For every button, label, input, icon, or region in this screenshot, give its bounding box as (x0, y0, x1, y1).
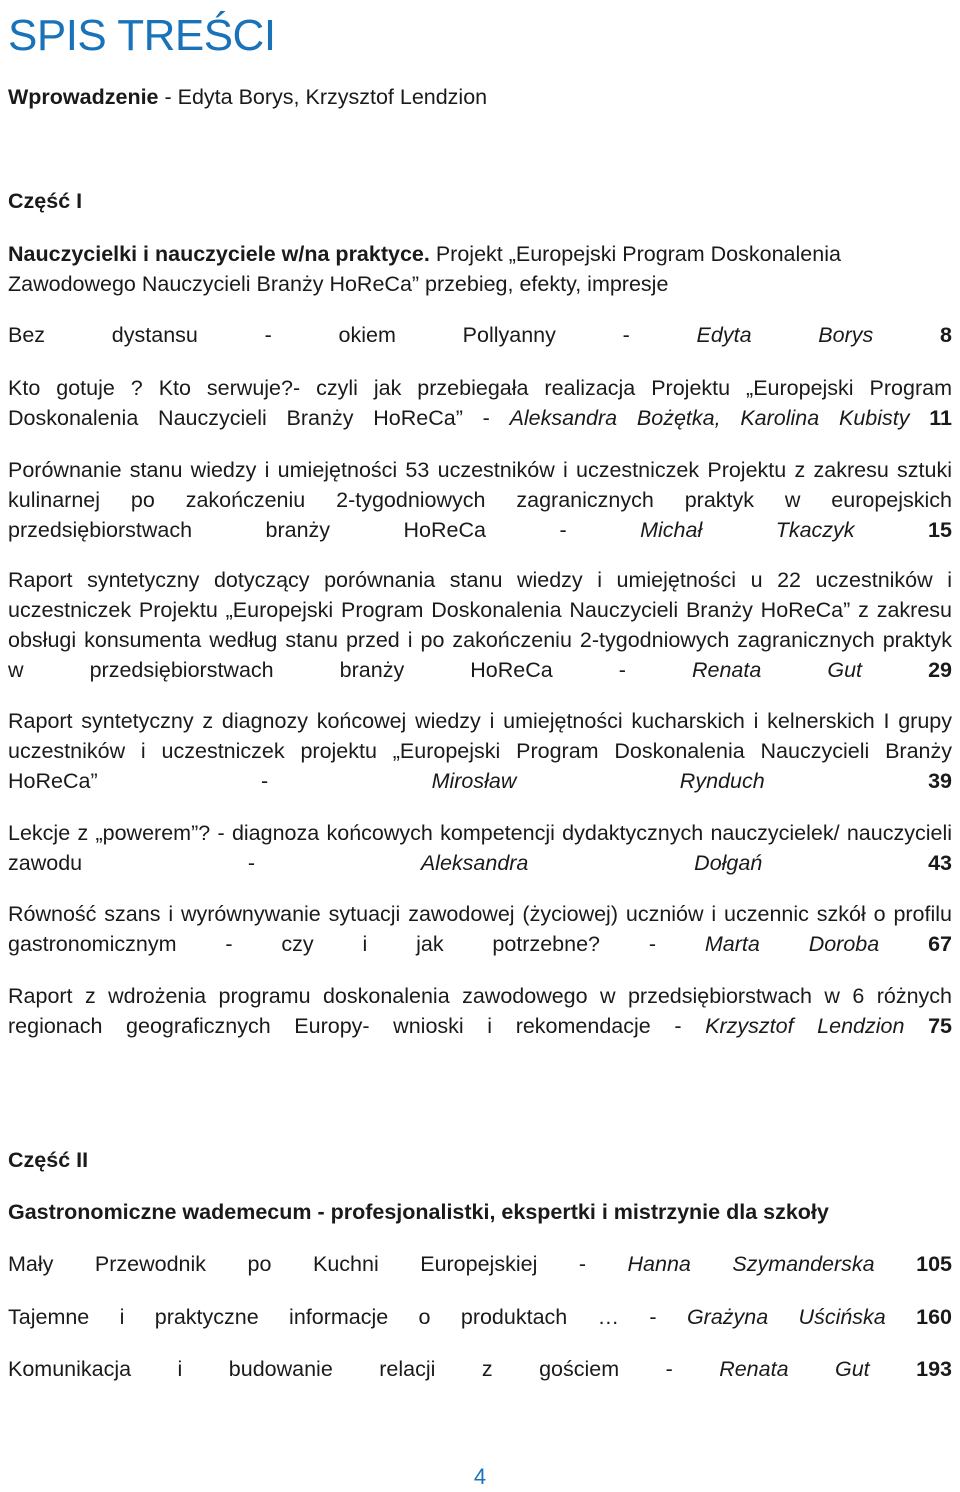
toc-entry-page: 8 (940, 323, 952, 347)
part1-label: Część I (8, 189, 83, 213)
toc-entry[interactable] (8, 981, 952, 1041)
toc-entry[interactable] (8, 818, 952, 878)
toc-entry[interactable] (8, 706, 952, 796)
toc-entry-page: 160 (916, 1305, 952, 1329)
toc-entry[interactable] (8, 455, 952, 545)
toc-entry[interactable] (8, 1354, 952, 1384)
intro-label: Wprowadzenie (8, 85, 159, 109)
toc-entry-title: Tajemne i praktyczne informacje o produktach … - (8, 1305, 687, 1329)
toc-entry-page: 193 (916, 1357, 952, 1381)
toc-entry-author: Hanna Szymanderska (627, 1252, 875, 1276)
page-title: SPIS TREŚCI (8, 11, 276, 60)
toc-entry-page: 75 (928, 1014, 952, 1038)
toc-entry-page: 39 (928, 769, 952, 793)
toc-entry-author: Krzysztof Lendzion (705, 1014, 905, 1038)
toc-entry[interactable] (8, 899, 952, 959)
toc-entry-author: Aleksandra Dołgań (420, 851, 763, 875)
toc-entry-page: 67 (928, 932, 952, 956)
toc-entry-title: Raport syntetyczny z diagnozy końcowej wiedzy i umiejętności kucharskich i kelnerskich I grupy uczestników i uczestniczek projektu „Europejski Program Doskonalenia Nauczycieli Branży HoReCa” - (8, 709, 952, 793)
part1-title-bold: Nauczycielki i nauczyciele w/na praktyce. (8, 242, 430, 266)
toc-entry-author: Edyta Borys (696, 323, 874, 347)
part1-title (8, 239, 952, 299)
toc-entry[interactable] (8, 565, 952, 685)
toc-entry[interactable] (8, 320, 952, 350)
toc-entry-page: 15 (928, 518, 952, 542)
part1-title-rest: Projekt „Europejski Program Doskonalenia Zawodowego Nauczycieli Branży HoReCa” przebieg, efekty, impresje (8, 242, 841, 296)
toc-entry-page: 11 (929, 406, 953, 430)
toc-entry-page: 43 (928, 851, 953, 875)
toc-entry-author: Renata Gut (691, 658, 863, 682)
toc-entry-title: Raport syntetyczny dotyczący porównania stanu wiedzy i umiejętności u 22 uczestników i uczestniczek Projektu „Europejski Program Doskonalenia Nauczycieli Branży HoReCa” z zakresu obsługi konsumenta według stanu przed i po zakończeniu 2-tygodniowych zagranicznych praktyk w przedsiębiorstwach branży HoReCa - (8, 568, 952, 682)
toc-entry-page: 105 (916, 1252, 952, 1276)
toc-entry-author: Mirosław Rynduch (431, 769, 765, 793)
toc-entry-title: Mały Przewodnik po Kuchni Europejskiej - (8, 1252, 628, 1276)
intro-authors: - Edyta Borys, Krzysztof Lendzion (158, 85, 488, 109)
toc-entry-title: Równość szans i wyrównywanie sytuacji zawodowej (życiowej) uczniów i uczennic szkół o profilu gastronomicznym - czy i jak potrzebne? - (8, 902, 952, 956)
part2-title: Gastronomiczne wademecum - profesjonalistki, ekspertki i mistrzynie dla szkoły (8, 1200, 829, 1224)
toc-entry-author: Aleksandra Bożętka, Karolina Kubisty (509, 406, 910, 430)
toc-entry[interactable] (8, 1249, 952, 1279)
toc-entry-author: Michał Tkaczyk (640, 518, 855, 542)
toc-entry-title: Bez dystansu - okiem Pollyanny - (8, 323, 697, 347)
toc-entry-title: Komunikacja i budowanie relacji z gościem - (8, 1357, 720, 1381)
toc-entry-author: Renata Gut (719, 1357, 870, 1381)
toc-entry[interactable] (8, 1302, 952, 1332)
toc-entry-author: Marta Doroba (704, 932, 880, 956)
intro-line (8, 82, 952, 112)
page-number: 4 (473, 1464, 487, 1489)
toc-entry-title: Kto gotuje ? Kto serwuje?- czyli jak przebiegała realizacja Projektu „Europejski Program Doskonalenia Nauczycieli Branży HoReCa” - (8, 376, 952, 430)
toc-entry-author: Grażyna Uścińska (686, 1305, 886, 1329)
part2-label: Część II (8, 1148, 89, 1172)
toc-entry[interactable] (8, 373, 952, 433)
toc-entry-title: Porównanie stanu wiedzy i umiejętności 53 uczestników i uczestniczek Projektu z zakresu sztuki kulinarnej po zakończeniu 2-tygodniowych zagranicznych praktyk w europejskich przedsiębiorstwach branży HoReCa - (8, 458, 952, 542)
toc-entry-page: 29 (928, 658, 952, 682)
toc-entry-title: Lekcje z „powerem”? - diagnoza końcowych kompetencji dydaktycznych nauczycielek/ nauczycieli zawodu - (8, 821, 952, 875)
toc-entry-title: Raport z wdrożenia programu doskonalenia zawodowego w przedsiębiorstwach w 6 różnych regionach geograficznych Europy- wnioski i rekomendacje - (8, 984, 952, 1038)
